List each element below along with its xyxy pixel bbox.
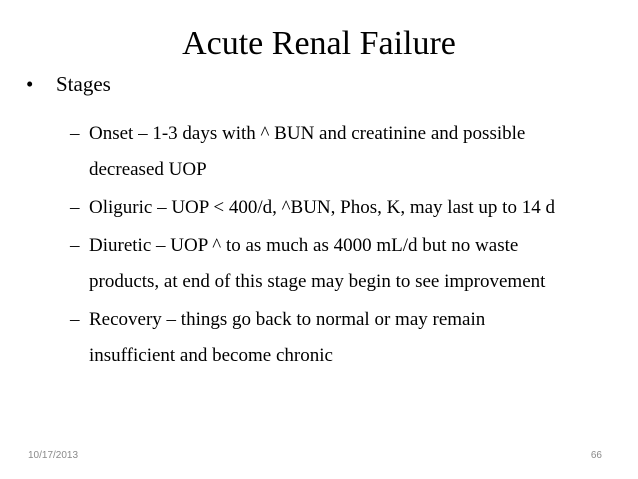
footer-page-number: 66 [590, 450, 602, 461]
stage-diuretic [70, 228, 630, 300]
stage-oliguric [70, 190, 630, 226]
bullet-stages-label: Stages [56, 72, 111, 96]
stage-diuretic-line-2: products, at end of this stage may begin to see improvement [89, 271, 546, 292]
bullet-stages [26, 70, 111, 98]
dash-marker: – [70, 235, 80, 256]
dash-marker: – [70, 309, 80, 330]
stage-diuretic-line-1: Diuretic – UOP ^ to as much as 4000 mL/d but no waste [89, 235, 519, 256]
stage-onset-line-1: Onset – 1-3 days with ^ BUN and creatinine and possible [89, 123, 526, 144]
stage-recovery-line-2: insufficient and become chronic [89, 345, 333, 366]
stage-oliguric-line-1: Oliguric – UOP < 400/d, ^BUN, Phos, K, may last up to 14 d [89, 197, 555, 218]
stage-onset-line-2: decreased UOP [89, 159, 207, 180]
stage-onset [70, 116, 630, 188]
dash-marker: – [70, 123, 80, 144]
stages-list [70, 116, 630, 376]
dash-marker: – [70, 197, 80, 218]
stage-recovery-line-1: Recovery – things go back to normal or may remain [89, 309, 486, 330]
bullet-dot: • [26, 72, 34, 96]
slide-title: Acute Renal Failure [182, 25, 456, 62]
stage-recovery [70, 302, 630, 374]
footer-date: 10/17/2013 [28, 450, 79, 461]
